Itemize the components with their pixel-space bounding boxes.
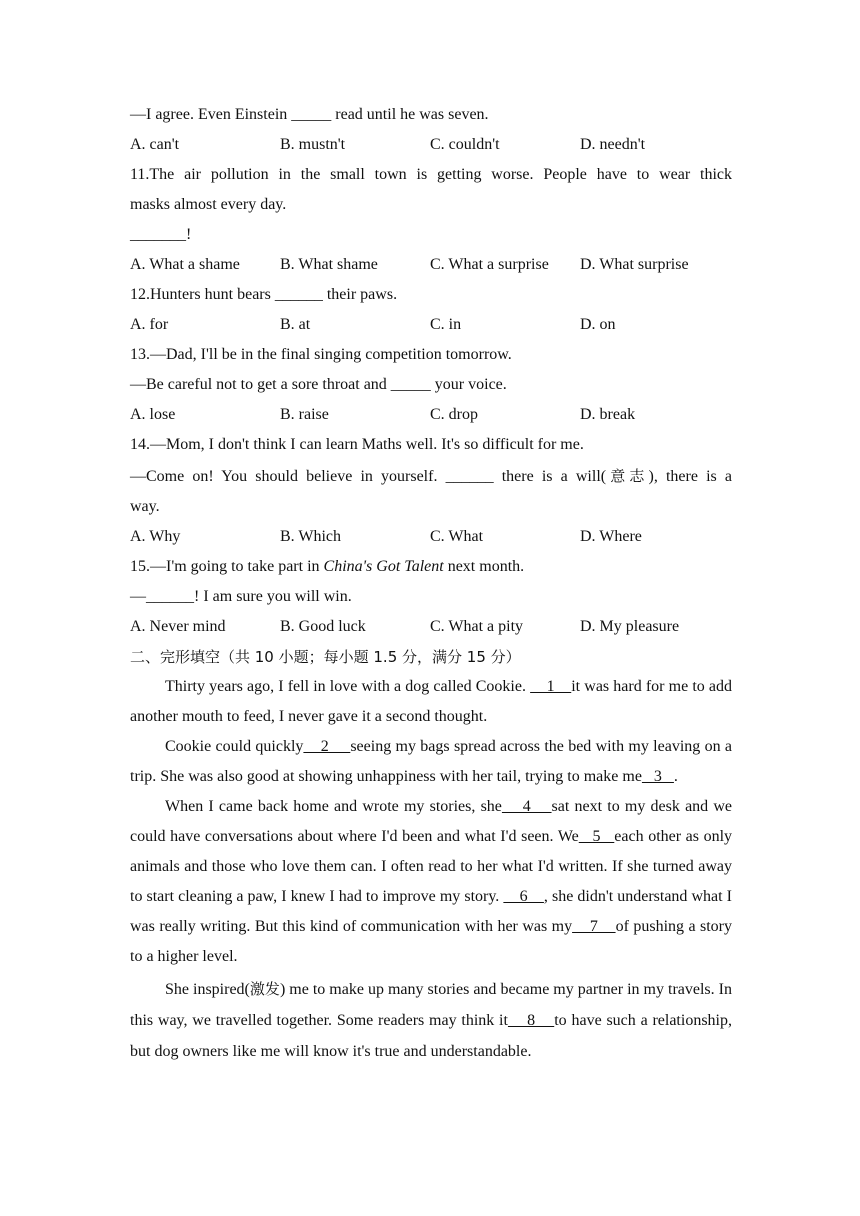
q15-option-a: A. Never mind xyxy=(130,618,226,635)
q14-option-d: D. Where xyxy=(580,528,642,545)
q14-option-c: C. What xyxy=(430,528,484,545)
q14-stem-line2-part1: —Come on! You should believe in yourself. ______ there is a will( xyxy=(130,468,607,485)
q14-stem-line2-part2: ), there is a xyxy=(648,468,732,485)
section2-heading: 二、完形填空（共 10 小题；每小题 1.5 分，满分 15 分） xyxy=(130,648,521,666)
q13-option-c: C. drop xyxy=(430,406,478,423)
q13-option-a: A. lose xyxy=(130,406,176,423)
q15-option-d: D. My pleasure xyxy=(580,618,680,635)
exam-page xyxy=(130,100,732,1067)
p3-text-c: each other as only animals and those who love them can. I often read to her what I'd written. If she turned away to start cleaning a paw, I knew I had to improve my story. xyxy=(130,828,733,905)
p3-text-a: When I came back home and wrote my stories, she xyxy=(165,798,502,815)
q12-option-c: C. in xyxy=(430,316,462,333)
q15-options xyxy=(130,612,732,642)
q13-option-b: B. raise xyxy=(280,406,329,423)
p2-text-b: seeing my bags spread across the bed with my leaving on a trip. She was also good at showing unhappiness with her tail, trying to make me xyxy=(130,738,733,785)
blank-7: 7 xyxy=(572,918,616,935)
q11-options xyxy=(130,250,732,280)
p3-text-d: , she didn't understand what I was really writing. But this kind of communication with her was my xyxy=(130,888,732,935)
q12-option-d: D. on xyxy=(580,316,616,333)
q10-options xyxy=(130,130,732,160)
p3-text-e: of pushing a story to a higher level. xyxy=(130,918,732,965)
blank-8: 8 xyxy=(507,1012,555,1029)
q11-option-c: C. What a surprise xyxy=(430,256,549,273)
q11-stem-line3: _______! xyxy=(130,226,192,243)
q12-option-b: B. at xyxy=(280,316,311,333)
q10-option-a: A. can't xyxy=(130,136,180,153)
blank-6: 6 xyxy=(503,888,544,905)
q14-option-a: A. Why xyxy=(130,528,181,545)
q10-option-c: C. couldn't xyxy=(430,136,500,153)
p2-text-a: Cookie could quickly xyxy=(165,738,304,755)
q12-stem: 12.Hunters hunt bears ______ their paws. xyxy=(130,286,398,303)
q10-option-d: D. needn't xyxy=(580,136,646,153)
q14-options xyxy=(130,522,732,552)
passage-paragraph-3 xyxy=(130,792,732,972)
p2-text-c: . xyxy=(673,768,678,785)
blank-5: 5 xyxy=(578,828,615,845)
p4-text-b: ) me to make up many stories and became my partner in my travels. In this way, we travelled together. Some readers may think it xyxy=(130,981,732,1029)
q14-option-b: B. Which xyxy=(280,528,342,545)
q12-options xyxy=(130,310,732,340)
q15-stem-line2: —______! I am sure you will win. xyxy=(130,588,352,605)
p4-chinese-gloss: 激发 xyxy=(249,980,280,998)
q11-option-b: B. What shame xyxy=(280,256,378,273)
q15-stem-part2: next month. xyxy=(443,558,525,575)
passage-paragraph-4 xyxy=(130,974,732,1067)
passage-paragraph-2 xyxy=(130,732,732,792)
q11-option-d: D. What surprise xyxy=(580,256,689,273)
q15-option-c: C. What a pity xyxy=(430,618,524,635)
blank-4: 4 xyxy=(501,798,552,815)
q14-stem-line2 xyxy=(130,460,732,492)
q12-option-a: A. for xyxy=(130,316,169,333)
q11-stem-line1: 11.The air pollution in the small town is getting worse. People have to wear thick xyxy=(130,166,732,183)
p4-text-a: She inspired( xyxy=(165,981,250,998)
p3-text-b: sat next to my desk and we could have conversations about where I'd been and what I'd seen. We xyxy=(130,798,733,845)
p1-text-a: Thirty years ago, I fell in love with a dog called Cookie. xyxy=(165,678,531,695)
q10-line: —I agree. Even Einstein _____ read until he was seven. xyxy=(130,106,489,123)
q14-stem-line3: way. xyxy=(130,498,160,515)
p4-text-c: to have such a relationship, but dog owners like me will know it's true and understandable. xyxy=(130,1012,732,1060)
blank-1: 1 xyxy=(530,678,572,695)
q15-show-title: China's Got Talent xyxy=(323,558,444,575)
q15-stem-part1: 15.—I'm going to take part in xyxy=(130,558,324,575)
q11-option-a: A. What a shame xyxy=(130,256,240,273)
q14-stem-line1: 14.—Mom, I don't think I can learn Maths well. It's so difficult for me. xyxy=(130,436,584,453)
q15-option-b: B. Good luck xyxy=(280,618,366,635)
q15-stem-line1 xyxy=(130,552,732,582)
q14-chinese-gloss: 意志 xyxy=(606,467,649,485)
q13-option-d: D. break xyxy=(580,406,636,423)
blank-3: 3 xyxy=(641,768,674,785)
p1-text-b: it was hard for me to add another mouth to feed, I never gave it a second thought. xyxy=(130,678,733,725)
q13-stem-line1: 13.—Dad, I'll be in the final singing competition tomorrow. xyxy=(130,346,512,363)
q13-options xyxy=(130,400,732,430)
q13-stem-line2: —Be careful not to get a sore throat and _____ your voice. xyxy=(130,376,507,393)
q10-option-b: B. mustn't xyxy=(280,136,346,153)
q11-stem-line2: masks almost every day. xyxy=(130,196,287,213)
passage-paragraph-1 xyxy=(130,672,732,732)
blank-2: 2 xyxy=(303,738,351,755)
